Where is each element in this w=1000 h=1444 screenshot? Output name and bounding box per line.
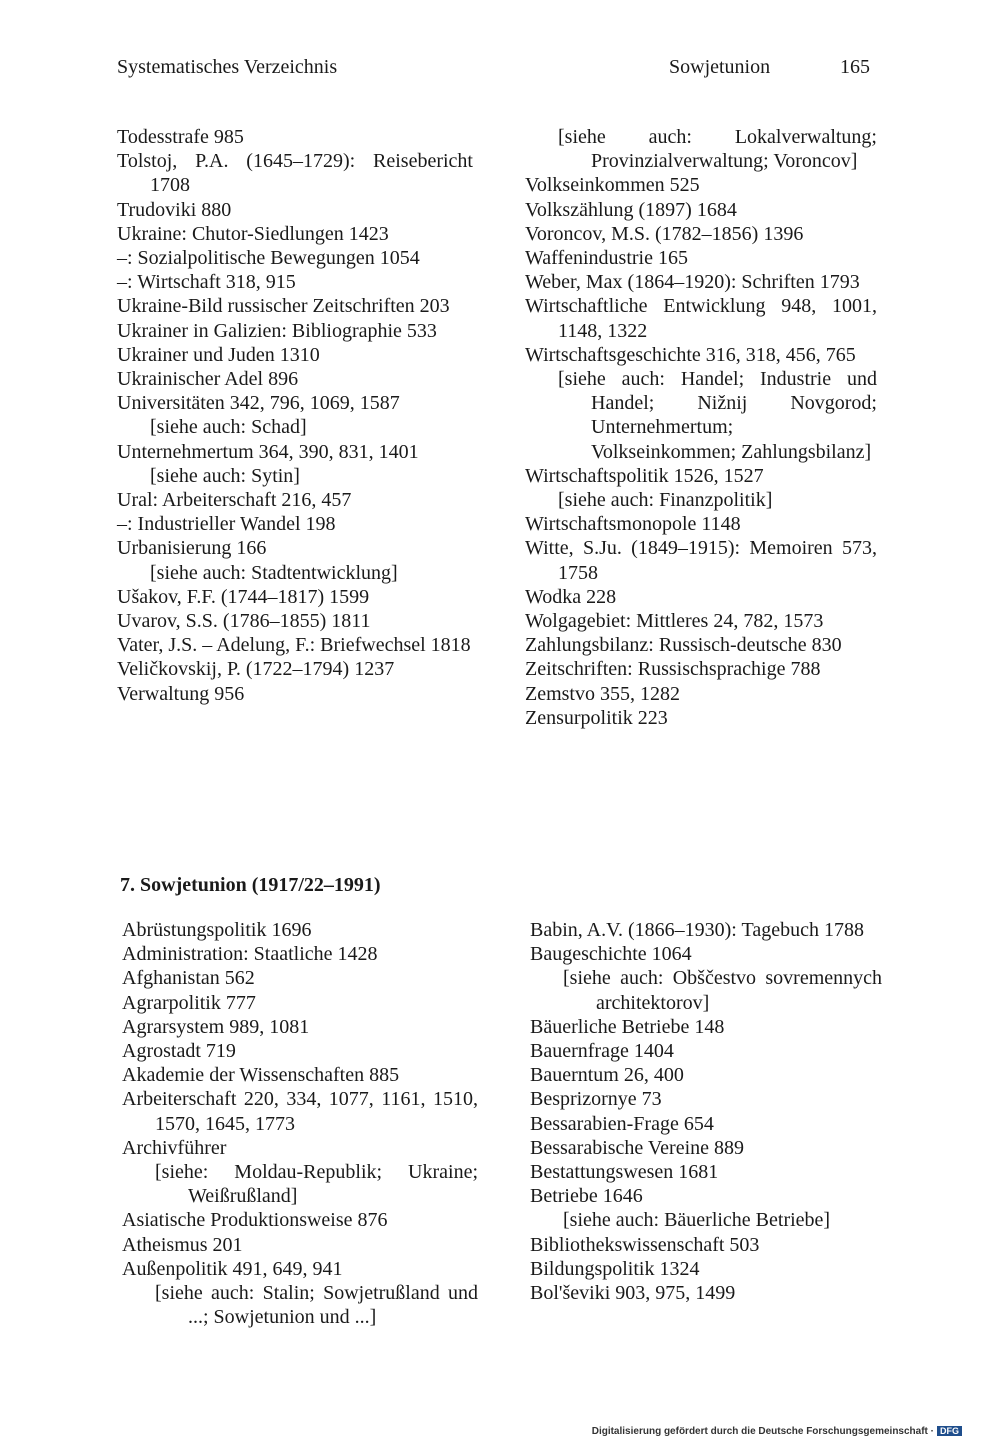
index-entry: Volkszählung (1897) 1684	[525, 198, 737, 221]
index-entry: Atheismus 201	[122, 1233, 243, 1256]
index-entry: –: Wirtschaft 318, 915	[117, 271, 296, 294]
index-entry: –: Sozialpolitische Bewegungen 1054	[117, 247, 420, 270]
index-entry: Ukraine-Bild russischer Zeitschriften 203	[117, 295, 450, 318]
cross-reference: [siehe auch: Lokalverwaltung; Provinzialverwaltung; Voroncov]	[558, 126, 877, 173]
cross-reference: [siehe auch: Bäuerliche Betriebe]	[563, 1209, 831, 1232]
index-column-3	[122, 918, 478, 1329]
index-entry: Weber, Max (1864–1920): Schriften 1793	[525, 271, 860, 294]
cross-reference: [siehe auch: Finanzpolitik]	[558, 489, 773, 512]
index-entry: Bauerntum 26, 400	[530, 1064, 684, 1087]
index-column-4	[530, 918, 882, 1305]
index-entry: –: Industrieller Wandel 198	[117, 513, 336, 536]
index-entry: Besprizornye 73	[530, 1088, 662, 1111]
cross-reference: [siehe auch: Sytin]	[150, 464, 300, 487]
index-entry: Trudoviki 880	[117, 198, 232, 221]
section-title: 7. Sowjetunion (1917/22–1991)	[120, 874, 381, 896]
index-entry: Zemstvo 355, 1282	[525, 682, 680, 705]
index-entry: Wirtschaftsgeschichte 316, 318, 456, 765	[525, 343, 856, 366]
cross-reference: [siehe: Moldau-Republik; Ukraine; Weißrußland]	[155, 1161, 478, 1208]
index-entry: Unternehmertum 364, 390, 831, 1401	[117, 440, 419, 463]
index-entry: Arbeiterschaft 220, 334, 1077, 1161, 1510, 1570, 1645, 1773	[122, 1088, 478, 1135]
index-entry: Bibliothekswissenschaft 503	[530, 1233, 760, 1256]
dfg-logo: DFG	[937, 1426, 962, 1436]
cross-reference: [siehe auch: Obščestvo sovremennych architektorov]	[563, 967, 882, 1014]
index-entry: Zensurpolitik 223	[525, 706, 668, 729]
index-entry: Universitäten 342, 796, 1069, 1587	[117, 392, 400, 415]
index-entry: Archivführer	[122, 1136, 227, 1159]
index-entry: Baugeschichte 1064	[530, 943, 692, 966]
index-entry: Wirtschaftspolitik 1526, 1527	[525, 464, 764, 487]
index-entry: Vater, J.S. – Adelung, F.: Briefwechsel 1818	[117, 634, 471, 657]
index-entry: Bildungspolitik 1324	[530, 1257, 700, 1280]
index-entry: Wolgagebiet: Mittleres 24, 782, 1573	[525, 610, 824, 633]
index-entry: Zahlungsbilanz: Russisch-deutsche 830	[525, 634, 842, 657]
index-column-2	[525, 125, 877, 730]
page-number: 165	[840, 56, 870, 78]
index-entry: Ukrainer in Galizien: Bibliographie 533	[117, 319, 437, 342]
footer-credit	[592, 1426, 962, 1437]
index-entry: Außenpolitik 491, 649, 941	[122, 1257, 343, 1280]
index-entry: Abrüstungspolitik 1696	[122, 919, 312, 941]
index-entry: Wirtschaftliche Entwicklung 948, 1001, 1148, 1322	[525, 295, 877, 342]
index-entry: Urbanisierung 166	[117, 537, 267, 560]
index-entry: Bäuerliche Betriebe 148	[530, 1015, 725, 1038]
index-entry: Ukrainischer Adel 896	[117, 368, 299, 391]
index-entry: Voroncov, M.S. (1782–1856) 1396	[525, 222, 804, 245]
index-entry: Babin, A.V. (1866–1930): Tagebuch 1788	[530, 919, 864, 941]
index-entry: Asiatische Produktionsweise 876	[122, 1209, 388, 1232]
index-entry: Volkseinkommen 525	[525, 174, 700, 197]
index-entry: Todesstrafe 985	[117, 126, 244, 148]
index-entry: Agrarsystem 989, 1081	[122, 1015, 310, 1038]
index-column-1	[117, 125, 473, 706]
index-entry: Wodka 228	[525, 585, 617, 608]
cross-reference: [siehe auch: Handel; Industrie und Handel; Nižnij Novgorod; Unternehmertum; Volkseinkommen; Zahlungsbilanz]	[558, 368, 877, 463]
running-head-section: Sowjetunion	[669, 56, 771, 78]
index-entry: Witte, S.Ju. (1849–1915): Memoiren 573, 1758	[525, 537, 877, 584]
index-entry: Ural: Arbeiterschaft 216, 457	[117, 489, 352, 512]
index-entry: Agrostadt 719	[122, 1040, 236, 1063]
footer-text: Digitalisierung gefördert durch die Deutsche Forschungsgemeinschaft ·	[591, 1426, 934, 1437]
running-head-left: Systematisches Verzeichnis	[117, 56, 338, 78]
index-entry: Bessarabien-Frage 654	[530, 1112, 714, 1135]
cross-reference: [siehe auch: Stadtentwicklung]	[150, 561, 398, 584]
index-entry: Bestattungswesen 1681	[530, 1161, 719, 1184]
index-entry: Veličkovskij, P. (1722–1794) 1237	[117, 658, 395, 681]
index-entry: Ukraine: Chutor-Siedlungen 1423	[117, 222, 389, 245]
index-entry: Verwaltung 956	[117, 682, 245, 705]
index-entry: Akademie der Wissenschaften 885	[122, 1064, 400, 1087]
index-entry: Ušakov, F.F. (1744–1817) 1599	[117, 585, 370, 608]
index-entry: Ukrainer und Juden 1310	[117, 343, 320, 366]
index-entry: Agrarpolitik 777	[122, 991, 256, 1014]
index-entry: Zeitschriften: Russischsprachige 788	[525, 658, 821, 681]
index-entry: Wirtschaftsmonopole 1148	[525, 513, 741, 536]
index-entry: Waffenindustrie 165	[525, 247, 688, 270]
index-entry: Bol'ševiki 903, 975, 1499	[530, 1282, 736, 1305]
index-entry: Administration: Staatliche 1428	[122, 943, 378, 966]
index-entry: Betriebe 1646	[530, 1185, 643, 1208]
index-entry: Uvarov, S.S. (1786–1855) 1811	[117, 610, 371, 633]
index-entry: Bauernfrage 1404	[530, 1040, 674, 1063]
index-entry: Tolstoj, P.A. (1645–1729): Reisebericht 1708	[117, 150, 473, 197]
cross-reference: [siehe auch: Schad]	[150, 416, 307, 439]
cross-reference: [siehe auch: Stalin; Sowjetrußland und ...; Sowjetunion und ...]	[155, 1282, 478, 1329]
index-entry: Bessarabische Vereine 889	[530, 1136, 745, 1159]
index-entry: Afghanistan 562	[122, 967, 255, 990]
